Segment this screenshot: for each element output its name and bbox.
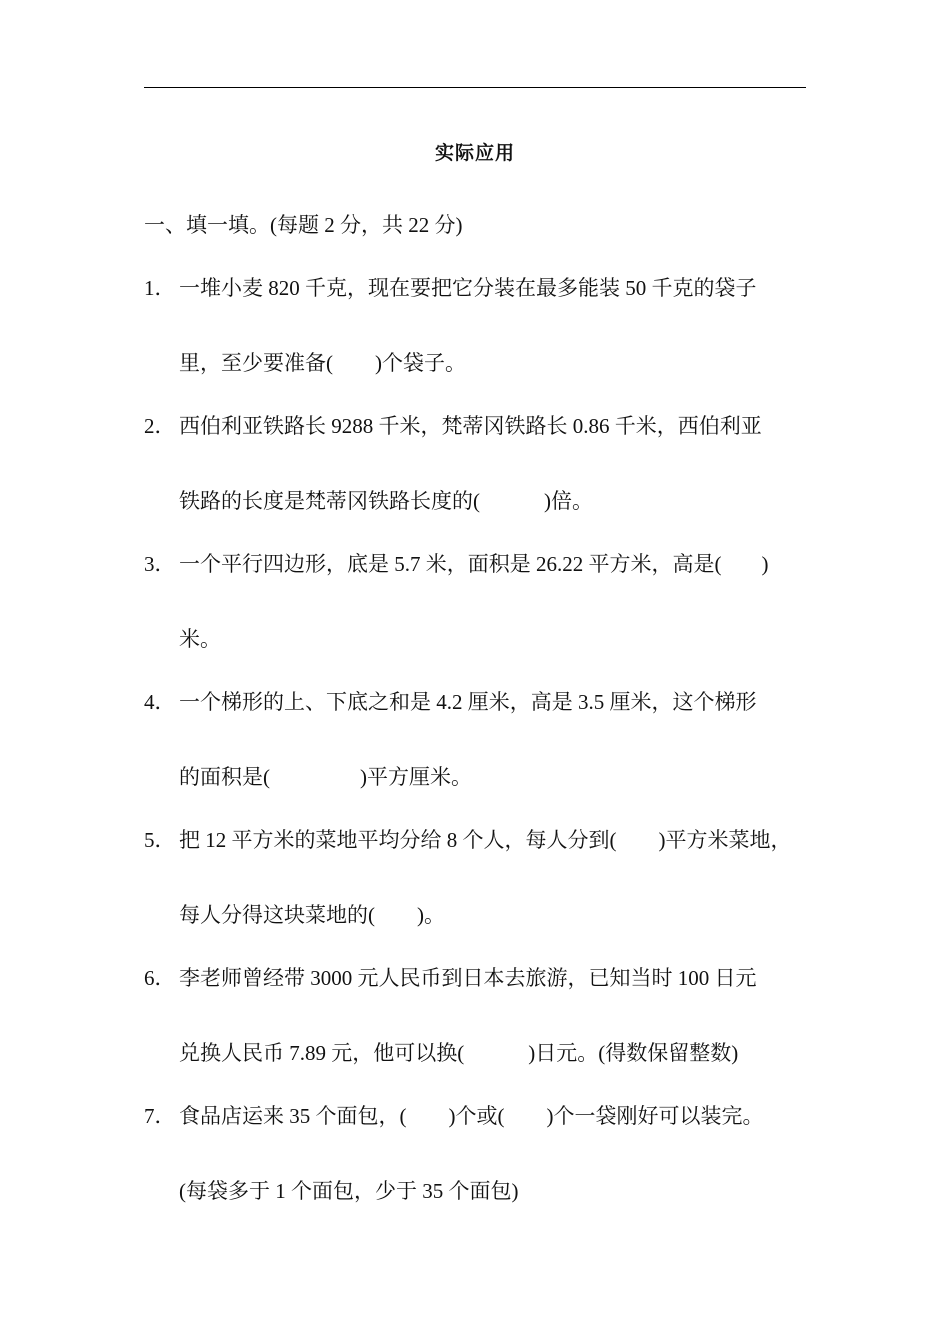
question-4-line-2 <box>179 762 472 792</box>
question-5-text-b: )平方米菜地， <box>658 828 792 852</box>
page-title: 实际应用 <box>434 142 515 164</box>
question-1-number: 1． <box>144 276 176 300</box>
question-1-line-2 <box>179 348 466 378</box>
question-4-text-a: 的面积是( <box>179 765 270 789</box>
question-3-text-a: 一个平行四边形，底是 5.7 米，面积是 26.22 平方米，高是( <box>179 552 722 576</box>
question-3-number: 3． <box>144 552 176 576</box>
question-7-line-2: (每袋多于 1 个面包，少于 35 个面包) <box>179 1179 519 1203</box>
question-4-text-b: )平方厘米。 <box>360 765 472 789</box>
question-2-number: 2． <box>144 414 176 438</box>
question-6-number: 6． <box>144 966 176 990</box>
question-4-number: 4． <box>144 690 176 714</box>
question-2-text-a: 铁路的长度是梵蒂冈铁路长度的( <box>179 489 480 513</box>
question-6-text-a: 兑换人民币 7.89 元，他可以换( <box>179 1041 465 1065</box>
question-2-text-b: )倍。 <box>544 489 593 513</box>
question-3-line-2: 米。 <box>179 627 221 651</box>
question-6-line-1: 李老师曾经带 3000 元人民币到日本去旅游，已知当时 100 日元 <box>179 966 757 990</box>
question-5-text-a: 把 12 平方米的菜地平均分给 8 个人，每人分到( <box>179 828 617 852</box>
question-7-text-a: 食品店运来 35 个面包，( <box>179 1104 407 1128</box>
question-5-line-2 <box>179 900 445 930</box>
question-3-line-1 <box>179 549 769 579</box>
header-rule <box>144 87 806 88</box>
question-1-text-a: 里，至少要准备( <box>179 351 333 375</box>
question-6-text-b: )日元。(得数保留整数) <box>528 1041 739 1065</box>
question-1-text-b: )个袋子。 <box>375 351 466 375</box>
question-5-line-1 <box>179 825 792 855</box>
question-4-line-1: 一个梯形的上、下底之和是 4.2 厘米，高是 3.5 厘米，这个梯形 <box>179 690 757 714</box>
question-1-line-1: 一堆小麦 820 千克，现在要把它分装在最多能装 50 千克的袋子 <box>179 276 757 300</box>
question-2-line-2 <box>179 486 593 516</box>
question-7-text-b: )个或( <box>448 1104 505 1128</box>
question-5-number: 5． <box>144 828 176 852</box>
question-2-line-1: 西伯利亚铁路长 9288 千米，梵蒂冈铁路长 0.86 千米，西伯利亚 <box>179 414 762 438</box>
question-7-text-c: )个一袋刚好可以装完。 <box>546 1104 764 1128</box>
question-6-line-2 <box>179 1038 738 1068</box>
question-7-line-1 <box>179 1101 764 1131</box>
question-3-text-b: ) <box>761 552 769 576</box>
question-7-number: 7． <box>144 1104 176 1128</box>
question-5-text-c: 每人分得这块菜地的( <box>179 903 375 927</box>
section-heading: 一、填一填。(每题 2 分，共 22 分) <box>144 213 463 237</box>
question-5-text-d: )。 <box>417 903 445 927</box>
